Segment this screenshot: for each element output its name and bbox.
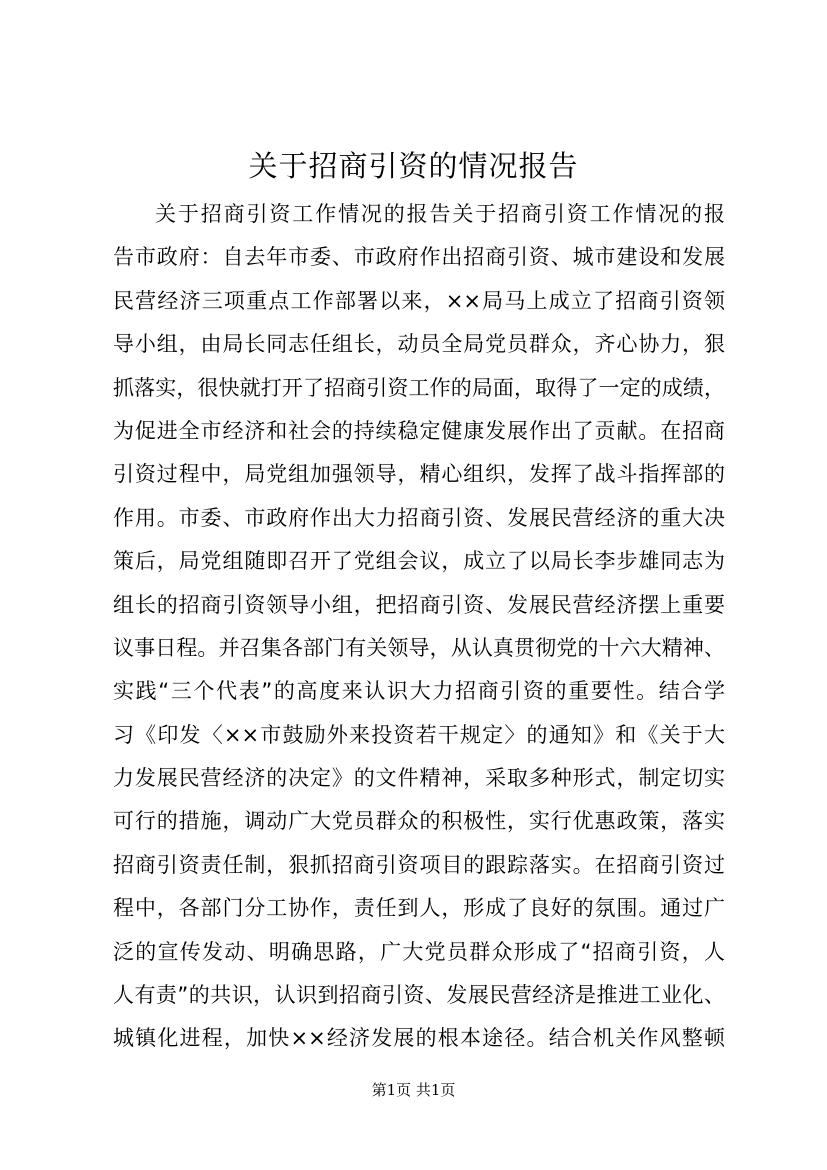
body-line: 抓落实，很快就打开了招商引资工作的局面，取得了一定的成绩， (113, 375, 725, 400)
body-line: 告市政府：自去年市委、市政府作出招商引资、城市建设和发展 (113, 245, 725, 270)
body-line: 民营经济三项重点工作部署以来，××局马上成立了招商引资领 (113, 288, 725, 313)
body-line: 可行的措施，调动广大党员群众的积极性，实行优惠政策，落实 (113, 809, 725, 834)
body-line: 议事日程。并召集各部门有关领导，从认真贯彻党的十六大精神、 (113, 635, 725, 660)
page-footer: 第1页 共1页 (371, 1081, 456, 1099)
body-line: 力发展民营经济的决定》的文件精神，采取多种形式，制定切实 (113, 766, 725, 791)
body-line: 关于招商引资工作情况的报告关于招商引资工作情况的报 (155, 202, 725, 226)
body-line: 泛的宣传发动、明确思路，广大党员群众形成了“招商引资，人 (113, 939, 725, 964)
body-line: 程中，各部门分工协作，责任到人，形成了良好的氛围。通过广 (113, 896, 725, 921)
body-line: 习《印发〈××市鼓励外来投资若干规定〉的通知》和《关于大 (113, 722, 725, 747)
body-line: 组长的招商引资领导小组，把招商引资、发展民营经济摆上重要 (113, 592, 725, 617)
body-line: 策后，局党组随即召开了党组会议，成立了以局长李步雄同志为 (113, 549, 725, 574)
body-line: 人有责”的共识，认识到招商引资、发展民营经济是推进工业化、 (113, 983, 725, 1008)
body-line: 为促进全市经济和社会的持续稳定健康发展作出了贡献。在招商 (113, 418, 725, 443)
body-line: 城镇化进程，加快××经济发展的根本途径。结合机关作风整顿 (113, 1026, 725, 1051)
body-line: 作用。市委、市政府作出大力招商引资、发展民营经济的重大决 (113, 505, 725, 530)
body-line: 引资过程中，局党组加强领导，精心组织，发挥了战斗指挥部的 (113, 462, 725, 487)
body-line: 实践“三个代表”的高度来认识大力招商引资的重要性。结合学 (113, 679, 725, 704)
document-title: 关于招商引资的情况报告 (248, 149, 579, 183)
body-line: 导小组，由局长同志任组长，动员全局党员群众，齐心协力，狠 (113, 332, 725, 357)
document-body (113, 193, 725, 1061)
body-line: 招商引资责任制，狠抓招商引资项目的跟踪落实。在招商引资过 (113, 852, 725, 877)
